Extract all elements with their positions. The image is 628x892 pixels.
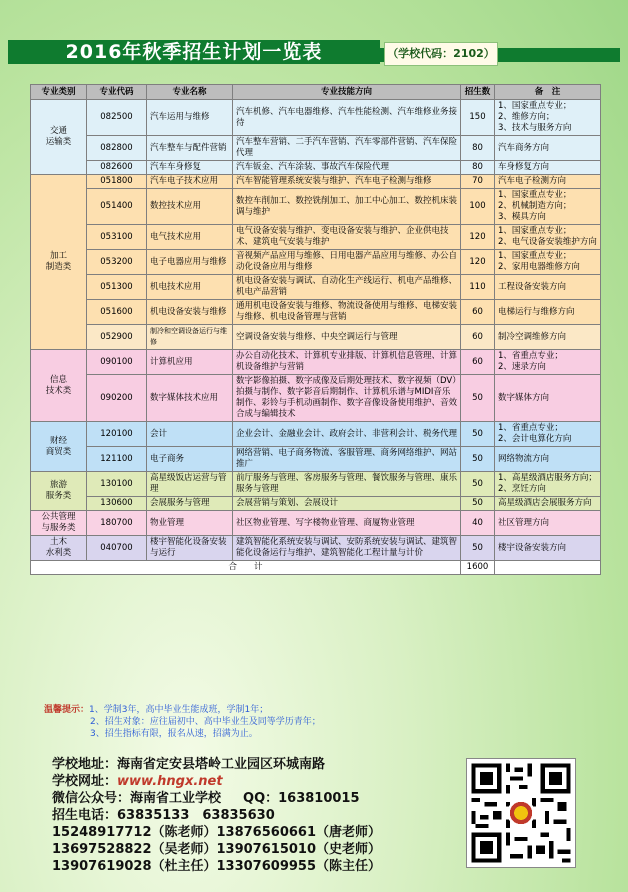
note-cell: 1、国家重点专业； 2、机械制造方向； 3、模具方向 [495, 189, 601, 225]
code-cell: 121100 [87, 447, 147, 472]
table-row [31, 511, 601, 536]
skills-cell: 音视频产品应用与维修、日用电器产品应用与维修、办公自动化设备应用与维修 [233, 250, 461, 275]
code-cell: 120100 [87, 422, 147, 447]
count-cell: 50 [461, 447, 495, 472]
website-label: 学校网址： [52, 774, 118, 789]
qq-number: QQ：163810015 [243, 791, 360, 806]
total-row [31, 561, 601, 575]
name-cell: 汽车电子技术应用 [147, 175, 233, 189]
skills-cell: 前厅服务与管理、客房服务与管理、餐饮服务与管理、康乐服务与管理 [233, 472, 461, 497]
table-row [31, 350, 601, 375]
skills-cell: 网络营销、电子商务物流、客服管理、商务网络维护、网站推广 [233, 447, 461, 472]
note-cell: 1、国家重点专业； 2、维修方向； 3、技术与服务方向 [495, 100, 601, 136]
col-header-skills: 专业技能方向 [233, 85, 461, 100]
note-cell: 1、国家重点专业； 2、家用电器维修方向 [495, 250, 601, 275]
code-cell: 082800 [87, 136, 147, 161]
phone-number: 13697528822（吴老师）13907615010（史老师） [52, 842, 381, 857]
category-cell: 信息 技术类 [31, 350, 87, 422]
phone-number: 15248917712（陈老师）13876560661（唐老师） [52, 825, 381, 840]
name-cell: 计算机应用 [147, 350, 233, 375]
count-cell: 100 [461, 189, 495, 225]
table-row [31, 422, 601, 447]
table-row [31, 497, 601, 511]
skills-cell: 空调设备安装与维修、中央空调运行与管理 [233, 325, 461, 350]
skills-cell: 建筑智能化系统安装与调试、安防系统安装与调试、建筑智能化设备运行与维护、建筑智能化工程计量与计价 [233, 536, 461, 561]
note-cell: 1、省重点专业； 2、速录方向 [495, 350, 601, 375]
code-cell: 051600 [87, 300, 147, 325]
count-cell: 50 [461, 472, 495, 497]
count-cell: 80 [461, 161, 495, 175]
code-cell: 052900 [87, 325, 147, 350]
category-cell: 土木 水利类 [31, 536, 87, 561]
code-cell: 090100 [87, 350, 147, 375]
name-cell: 会展服务与管理 [147, 497, 233, 511]
code-cell: 130100 [87, 472, 147, 497]
note-cell: 汽车商务方向 [495, 136, 601, 161]
notice-label: 温馨提示： [44, 705, 90, 715]
name-cell: 汽车车身修复 [147, 161, 233, 175]
total-note-empty [495, 561, 601, 575]
skills-cell: 社区物业管理、写字楼物业管理、商厦物业管理 [233, 511, 461, 536]
code-cell: 051400 [87, 189, 147, 225]
skills-cell: 汽车智能管理系统安装与维护、汽车电子检测与维修 [233, 175, 461, 189]
wechat-account: 微信公众号：海南省工业学校 [52, 791, 222, 806]
skills-cell: 机电设备安装与调试、自动化生产线运行、机电产品维修、机电产品营销 [233, 275, 461, 300]
table-row [31, 447, 601, 472]
total-label: 合 计 [31, 561, 461, 575]
name-cell: 机电设备安装与维修 [147, 300, 233, 325]
table-row [31, 136, 601, 161]
name-cell: 高星级饭店运营与管理 [147, 472, 233, 497]
name-cell: 电子电器应用与维修 [147, 250, 233, 275]
count-cell: 120 [461, 225, 495, 250]
code-cell: 082600 [87, 161, 147, 175]
col-header-count: 招生数 [461, 85, 495, 100]
website-link[interactable]: www.hngx.net [117, 774, 223, 789]
table-row [31, 325, 601, 350]
skills-cell: 会展营销与策划、会展设计 [233, 497, 461, 511]
table-row [31, 472, 601, 497]
name-cell: 会计 [147, 422, 233, 447]
code-cell: 082500 [87, 100, 147, 136]
name-cell: 电子商务 [147, 447, 233, 472]
count-cell: 70 [461, 175, 495, 189]
school-website-line [52, 773, 381, 790]
skills-cell: 办公自动化技术、计算机专业排版、计算机信息管理、计算机设备维护与营销 [233, 350, 461, 375]
phone-number: 63835133 63835630 [117, 808, 275, 823]
table-header-row [31, 85, 601, 100]
code-cell: 051300 [87, 275, 147, 300]
phone-number: 13907619028（杜主任）13307609955（陈主任） [52, 859, 381, 874]
phone-line [52, 807, 381, 824]
school-code: （学校代码：2102） [384, 42, 498, 66]
note-cell: 工程设备安装方向 [495, 275, 601, 300]
name-cell: 汽车运用与维修 [147, 100, 233, 136]
count-cell: 150 [461, 100, 495, 136]
skills-cell: 数控车削加工、数控铣削加工、加工中心加工、数控机床装调与维护 [233, 189, 461, 225]
school-address: 学校地址：海南省定安县塔岭工业园区环城南路 [52, 757, 326, 772]
enrollment-table-container [30, 84, 600, 575]
code-cell: 130600 [87, 497, 147, 511]
skills-cell: 通用机电设备安装与维修、物流设备使用与维修、电梯安装与维修、机电设备管理与营销 [233, 300, 461, 325]
col-header-code: 专业代码 [87, 85, 147, 100]
enrollment-plan-table [30, 84, 601, 575]
qr-code-image [466, 758, 576, 868]
note-cell: 车身修复方向 [495, 161, 601, 175]
count-cell: 50 [461, 536, 495, 561]
note-cell: 高星级酒店会展服务方向 [495, 497, 601, 511]
table-row [31, 175, 601, 189]
category-cell: 交通 运输类 [31, 100, 87, 175]
col-header-name: 专业名称 [147, 85, 233, 100]
notice-line: 3、招生指标有限，报名从速，招满为止。 [90, 729, 258, 739]
skills-cell: 汽车整车营销、二手汽车营销、汽车零部件营销、汽车保险代理 [233, 136, 461, 161]
notice-block [44, 704, 321, 740]
table-row [31, 375, 601, 422]
count-cell: 50 [461, 375, 495, 422]
category-cell: 财经 商贸类 [31, 422, 87, 472]
table-row [31, 536, 601, 561]
count-cell: 50 [461, 497, 495, 511]
note-cell: 1、国家重点专业； 2、电气设备安装维护方向 [495, 225, 601, 250]
name-cell: 楼宇智能化设备安装与运行 [147, 536, 233, 561]
page-title: 2016年秋季招生计划一览表 [8, 40, 380, 64]
count-cell: 110 [461, 275, 495, 300]
count-cell: 50 [461, 422, 495, 447]
count-cell: 80 [461, 136, 495, 161]
count-cell: 40 [461, 511, 495, 536]
notice-line: 1、学制3年，高中毕业生能成班，学制1年； [89, 705, 269, 715]
count-cell: 60 [461, 325, 495, 350]
note-cell: 电梯运行与维修方向 [495, 300, 601, 325]
table-row [31, 275, 601, 300]
skills-cell: 汽车机修、汽车电器维修、汽车性能检测、汽车维修业务接待 [233, 100, 461, 136]
count-cell: 120 [461, 250, 495, 275]
table-row [31, 100, 601, 136]
col-header-note: 备 注 [495, 85, 601, 100]
code-cell: 040700 [87, 536, 147, 561]
skills-cell: 数字影像拍摄、数字成像及后期处理技术、数字视频（DV）拍摄与制作、数字影音后期制作、计算机乐谱与MIDI音乐制作、彩铃与手机动画制作、数字音像设备使用维护、音效合成与编辑技术 [233, 375, 461, 422]
table-row [31, 225, 601, 250]
note-cell: 楼宇设备安装方向 [495, 536, 601, 561]
code-cell: 090200 [87, 375, 147, 422]
note-cell: 1、省重点专业； 2、会计电算化方向 [495, 422, 601, 447]
phone-label: 招生电话： [52, 808, 118, 823]
name-cell: 电气技术应用 [147, 225, 233, 250]
count-cell: 60 [461, 300, 495, 325]
skills-cell: 电气设备安装与维护、变电设备安装与维护、企业供电技术、建筑电气安装与维护 [233, 225, 461, 250]
code-cell: 180700 [87, 511, 147, 536]
name-cell: 制冷和空调设备运行与维修 [147, 325, 233, 350]
code-cell: 053100 [87, 225, 147, 250]
category-cell: 旅游 服务类 [31, 472, 87, 511]
category-cell: 公共管理 与服务类 [31, 511, 87, 536]
note-cell: 网络物流方向 [495, 447, 601, 472]
skills-cell: 企业会计、金融业会计、政府会计、非营利会计、税务代理 [233, 422, 461, 447]
notice-line: 2、招生对象：应往届初中、高中毕业生及同等学历青年； [90, 717, 321, 727]
name-cell: 数字媒体技术应用 [147, 375, 233, 422]
code-cell: 053200 [87, 250, 147, 275]
note-cell: 数字媒体方向 [495, 375, 601, 422]
note-cell: 汽车电子检测方向 [495, 175, 601, 189]
name-cell: 物业管理 [147, 511, 233, 536]
total-count: 1600 [461, 561, 495, 575]
note-cell: 制冷空调维修方向 [495, 325, 601, 350]
name-cell: 机电技术应用 [147, 275, 233, 300]
note-cell: 1、高星级酒店服务方向； 2、烹饪方向 [495, 472, 601, 497]
skills-cell: 汽车钣金、汽车涂装、事故汽车保险代理 [233, 161, 461, 175]
table-row [31, 300, 601, 325]
contact-block [52, 756, 381, 875]
col-header-category: 专业类别 [31, 85, 87, 100]
code-cell: 051800 [87, 175, 147, 189]
count-cell: 60 [461, 350, 495, 375]
wechat-line [52, 790, 381, 807]
name-cell: 汽车整车与配件营销 [147, 136, 233, 161]
note-cell: 社区管理方向 [495, 511, 601, 536]
table-row [31, 189, 601, 225]
table-row [31, 161, 601, 175]
name-cell: 数控技术应用 [147, 189, 233, 225]
table-row [31, 250, 601, 275]
category-cell: 加工 制造类 [31, 175, 87, 350]
